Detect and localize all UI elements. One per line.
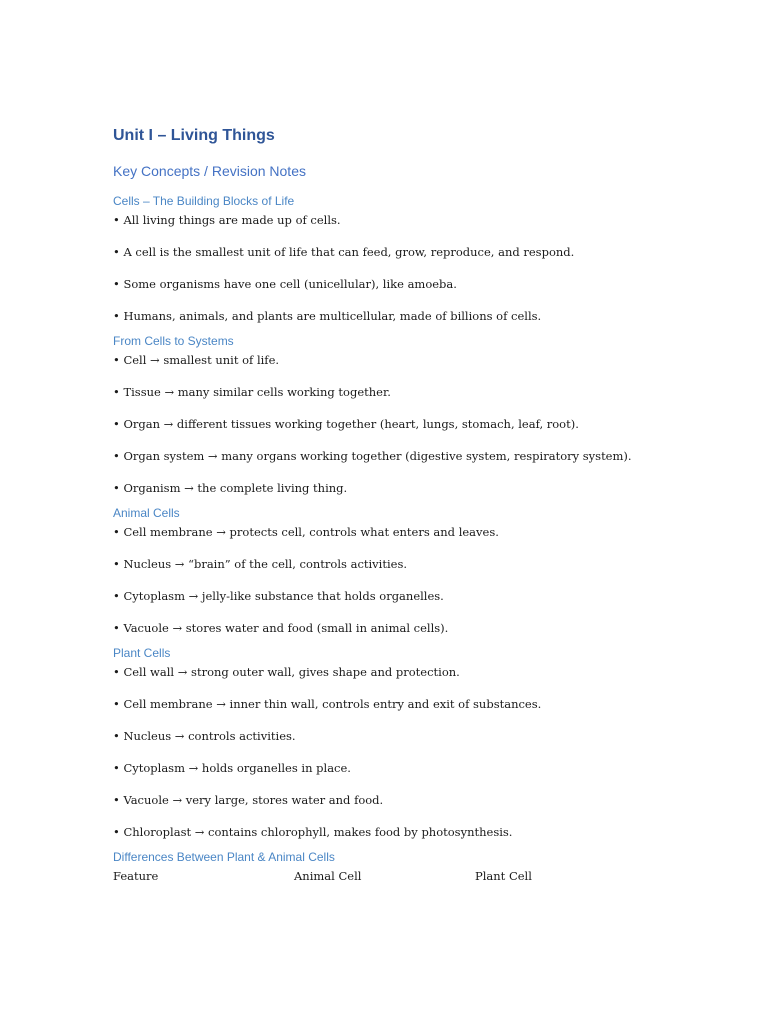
section-heading: Cells – The Building Blocks of Life: [113, 194, 295, 208]
bullet-item: • Vacuole → very large, stores water and food.: [113, 793, 384, 807]
bullet-item: • Organ → different tissues working together (heart, lungs, stomach, leaf, root).: [113, 417, 579, 431]
bullet-item: • Some organisms have one cell (unicellular), like amoeba.: [113, 277, 457, 291]
document-content: [113, 124, 713, 886]
table-header-cell: Animal Cell: [294, 869, 362, 883]
section-heading: Differences Between Plant & Animal Cells: [113, 850, 335, 864]
table-header-cell: Feature: [113, 869, 159, 883]
bullet-item: • Tissue → many similar cells working together.: [113, 385, 391, 399]
bullet-item: • Cell membrane → inner thin wall, controls entry and exit of substances.: [113, 697, 542, 711]
section-cells-to-systems: [113, 332, 713, 498]
bullet-item: • Nucleus → “brain” of the cell, controls activities.: [113, 557, 408, 571]
bullet-item: • Chloroplast → contains chlorophyll, makes food by photosynthesis.: [113, 825, 513, 839]
bullet-item: • Organism → the complete living thing.: [113, 481, 348, 495]
bullet-item: • Cytoplasm → jelly-like substance that holds organelles.: [113, 589, 444, 603]
section-plant-cells: [113, 644, 713, 842]
bullet-item: • Humans, animals, and plants are multicellular, made of billions of cells.: [113, 309, 542, 323]
document-title: Unit I – Living Things: [113, 127, 275, 144]
bullet-item: • Organ system → many organs working together (digestive system, respiratory system).: [113, 449, 632, 463]
section-heading: Plant Cells: [113, 646, 171, 660]
bullet-item: • A cell is the smallest unit of life that can feed, grow, reproduce, and respond.: [113, 245, 575, 259]
bullet-item: • All living things are made up of cells.: [113, 213, 341, 227]
section-animal-cells: [113, 504, 713, 638]
bullet-item: • Cell → smallest unit of life.: [113, 353, 280, 367]
section-heading: From Cells to Systems: [113, 334, 234, 348]
bullet-item: • Vacuole → stores water and food (small in animal cells).: [113, 621, 449, 635]
bullet-item: • Cell wall → strong outer wall, gives shape and protection.: [113, 665, 460, 679]
table-header-cell: Plant Cell: [475, 869, 532, 883]
bullet-item: • Nucleus → controls activities.: [113, 729, 296, 743]
section-differences: [113, 848, 713, 886]
comparison-table-header: [113, 866, 713, 886]
section-cells: [113, 192, 713, 326]
document-subtitle: Key Concepts / Revision Notes: [113, 163, 306, 179]
bullet-item: • Cell membrane → protects cell, controls what enters and leaves.: [113, 525, 499, 539]
bullet-item: • Cytoplasm → holds organelles in place.: [113, 761, 351, 775]
section-heading: Animal Cells: [113, 506, 180, 520]
